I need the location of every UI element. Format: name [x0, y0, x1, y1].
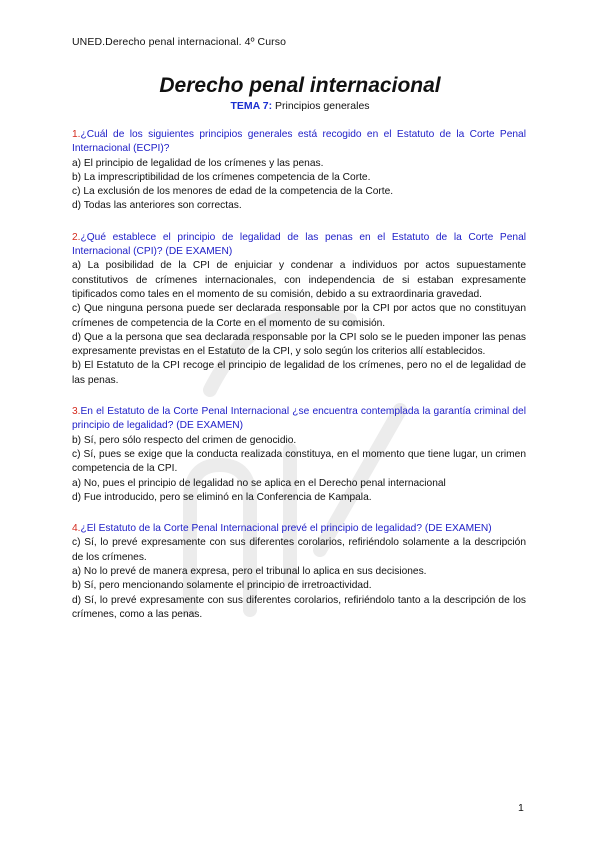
- page-header: UNED.Derecho penal internacional. 4º Curso: [72, 36, 287, 48]
- question-block: [72, 231, 526, 388]
- question-text: [72, 405, 526, 434]
- page-number: 1: [518, 802, 524, 814]
- question-number: 3.: [72, 406, 81, 418]
- answer-option: a) La posibilidad de la CPI de enjuiciar y condenar a individuos por actos supuestamente constitutivos de crímenes internacionales, con independencia de si estaban expresamente tipificados como tales en el momento de su comisión, debido a su extraordinaria gravedad.: [72, 260, 526, 300]
- question-block: [72, 522, 526, 622]
- answer-option: d) Sí, lo prevé expresamente con sus diferentes corolarios, refiriéndolo tanto a la descripción de los crímenes, como a las penas.: [72, 594, 526, 620]
- document-title: Derecho penal internacional: [159, 74, 441, 97]
- answer-option: c) La exclusión de los menores de edad de la competencia de la Corte.: [72, 186, 394, 198]
- answer-option: c) Sí, lo prevé expresamente con sus diferentes corolarios, refiriéndolo solamente a la descripción de los crímenes.: [72, 537, 526, 563]
- question-block: [72, 128, 526, 214]
- question-text: [72, 522, 526, 536]
- questions-list: [72, 128, 526, 639]
- answer-option: c) Que ninguna persona puede ser declarada responsable por la CPI por actos que no constituyan crímenes de competencia de la Corte en el momento de su comisión.: [72, 303, 526, 329]
- question-number: 4.: [72, 523, 81, 535]
- answer-option: b) Sí, pero sólo respecto del crimen de genocidio.: [72, 434, 297, 446]
- question-number: 1.: [72, 129, 81, 140]
- question-number: 2.: [72, 231, 81, 243]
- question-text: [72, 231, 526, 260]
- question-label: En el Estatuto de la Corte Penal Internacional ¿se encuentra contemplada la garantía criminal del principio de legalidad? (DE EXAMEN): [72, 406, 526, 432]
- answer-option: d) Fue introducido, pero se eliminó en la Conferencia de Kampala.: [72, 491, 372, 503]
- question-block: [72, 405, 526, 505]
- answer-option: d) Que a la persona que sea declarada responsable por la CPI solo se le pueden imponer las penas expresamente previstas en el Estatuto de la CPI, y solo según los criterios allí establecidos.: [72, 331, 526, 358]
- topic-label: TEMA 7:: [230, 100, 273, 112]
- topic-subtitle: [0, 100, 600, 112]
- answer-option: b) La imprescriptibilidad de los crímenes competencia de la Corte.: [72, 171, 371, 183]
- answer-option: a) No, pues el principio de legalidad no se aplica en el Derecho penal internacional: [72, 477, 446, 489]
- answer-option: b) El Estatuto de la CPI recoge el principio de legalidad de los crímenes, pero no el de legalidad de las penas.: [72, 360, 526, 386]
- answer-option: c) Sí, pues se exige que la conducta realizada constituya, en el momento que tiene lugar, un crimen competencia de la CPI.: [72, 448, 526, 475]
- answer-option: a) No lo prevé de manera expresa, pero el tribunal lo aplica en sus decisiones.: [72, 566, 427, 578]
- question-label: ¿Qué establece el principio de legalidad de las penas en el Estatuto de la Corte Penal Internacional (CPI)? (DE EXAMEN): [72, 231, 526, 258]
- question-label: ¿El Estatuto de la Corte Penal Internacional prevé el principio de legalidad? (DE EXAMEN): [80, 523, 492, 535]
- question-text: [72, 128, 526, 157]
- answer-option: a) El principio de legalidad de los crímenes y las penas.: [72, 157, 324, 169]
- topic-text: Principios generales: [272, 100, 370, 112]
- answer-option: d) Todas las anteriores son correctas.: [72, 200, 242, 212]
- answer-option: b) Sí, pero mencionando solamente el principio de irretroactividad.: [72, 580, 372, 592]
- question-label: ¿Cuál de los siguientes principios generales está recogido en el Estatuto de la Corte Penal Internacional (ECPI)?: [72, 129, 526, 155]
